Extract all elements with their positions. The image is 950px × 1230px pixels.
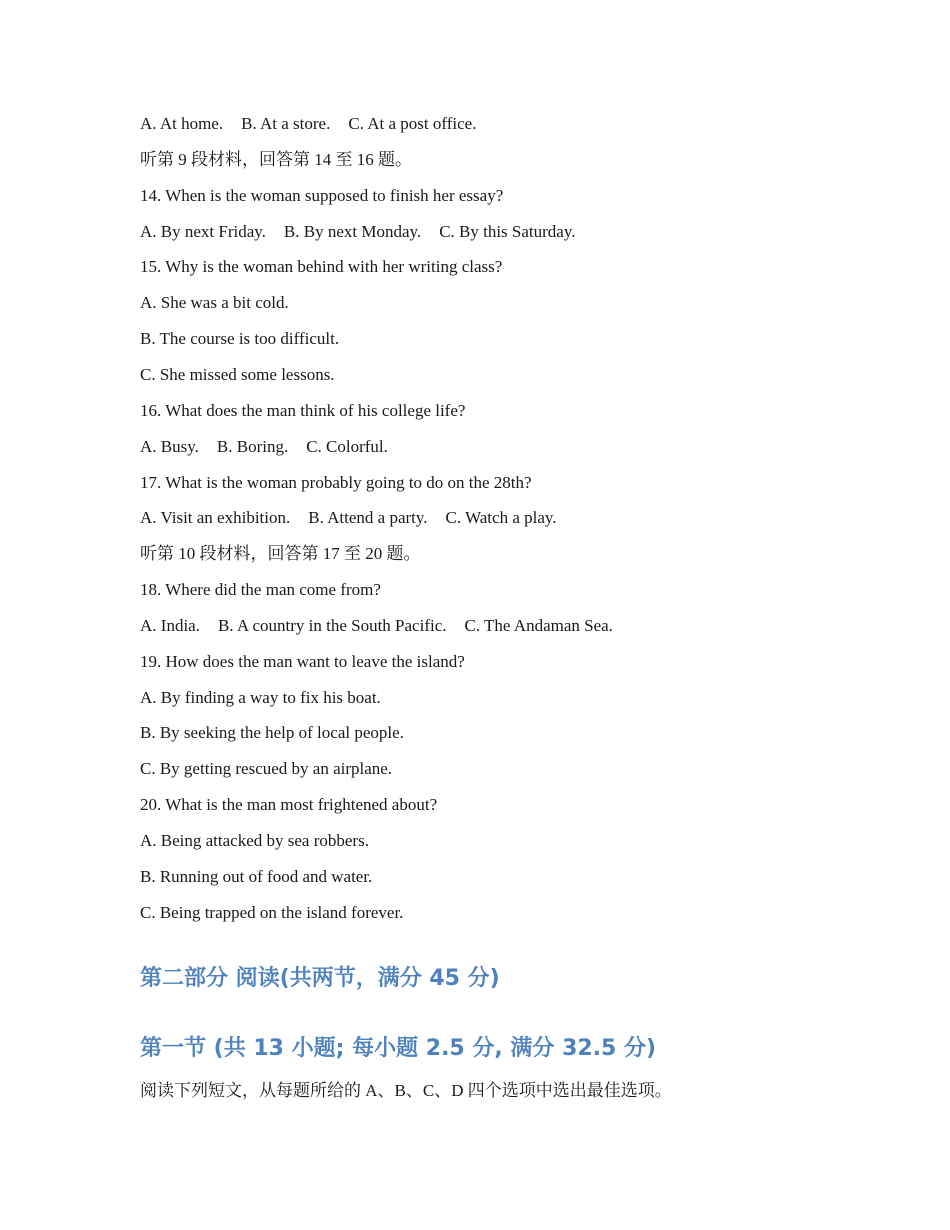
text-line: 17. What is the woman probably going to do on the 28th? xyxy=(140,472,532,492)
answer-option: A. Visit an exhibition. xyxy=(140,508,291,528)
answer-option: A. Busy. xyxy=(140,436,199,456)
text-line: C. By getting rescued by an airplane. xyxy=(140,759,393,779)
text-line: 听第 9 段材料，回答第 14 至 16 题。 xyxy=(140,149,412,169)
answer-option: B. Boring. xyxy=(216,436,289,456)
answer-option: C. Watch a play. xyxy=(445,508,557,528)
answer-options-row xyxy=(140,436,388,458)
text-line: A. She was a bit cold. xyxy=(140,293,289,313)
text-line: 19. How does the man want to leave the island? xyxy=(140,651,465,671)
text-line: B. Running out of food and water. xyxy=(140,866,373,886)
answer-option: B. Attend a party. xyxy=(308,508,428,528)
answer-options-row xyxy=(140,615,613,637)
text-line: 18. Where did the man come from? xyxy=(140,580,381,600)
text-line: 20. What is the man most frightened about? xyxy=(140,795,438,815)
answer-options-row xyxy=(140,507,557,529)
text-line: C. Being trapped on the island forever. xyxy=(140,902,404,922)
text-line: 15. Why is the woman behind with her writing class? xyxy=(140,257,503,277)
answer-option: B. By next Monday. xyxy=(283,221,422,241)
text-line: C. She missed some lessons. xyxy=(140,364,335,384)
answer-option: B. At a store. xyxy=(241,114,331,133)
text-line: B. The course is too difficult. xyxy=(140,329,340,349)
answer-option: C. By this Saturday. xyxy=(439,221,576,241)
answer-option: C. The Andaman Sea. xyxy=(464,615,613,635)
text-line: B. By seeking the help of local people. xyxy=(140,723,404,743)
answer-option: C. At a post office. xyxy=(348,114,477,133)
answer-options-row xyxy=(140,113,476,135)
answer-options-row xyxy=(140,221,576,243)
answer-option: B. A country in the South Pacific. xyxy=(217,615,447,635)
answer-option: C. Colorful. xyxy=(306,436,388,456)
text-line: 14. When is the woman supposed to finish her essay? xyxy=(140,185,504,205)
answer-option: A. India. xyxy=(140,615,200,635)
answer-option: A. By next Friday. xyxy=(140,221,266,241)
text-line: A. Being attacked by sea robbers. xyxy=(140,831,369,850)
reading-instruction: 阅读下列短文，从每题所给的 A、B、C、D 四个选项中选出最佳选项。 xyxy=(140,1081,672,1100)
text-line: 16. What does the man think of his college life? xyxy=(140,400,466,420)
text-line: 听第 10 段材料，回答第 17 至 20 题。 xyxy=(140,544,421,564)
section-heading-part-two: 第二部分 阅读(共两节，满分 45 分) xyxy=(140,966,500,991)
section-heading-part-one: 第一节 (共 13 小题; 每小题 2.5 分, 满分 32.5 分) xyxy=(140,1036,657,1061)
text-line: A. By finding a way to fix his boat. xyxy=(140,687,381,707)
answer-option: A. At home. xyxy=(140,114,224,133)
